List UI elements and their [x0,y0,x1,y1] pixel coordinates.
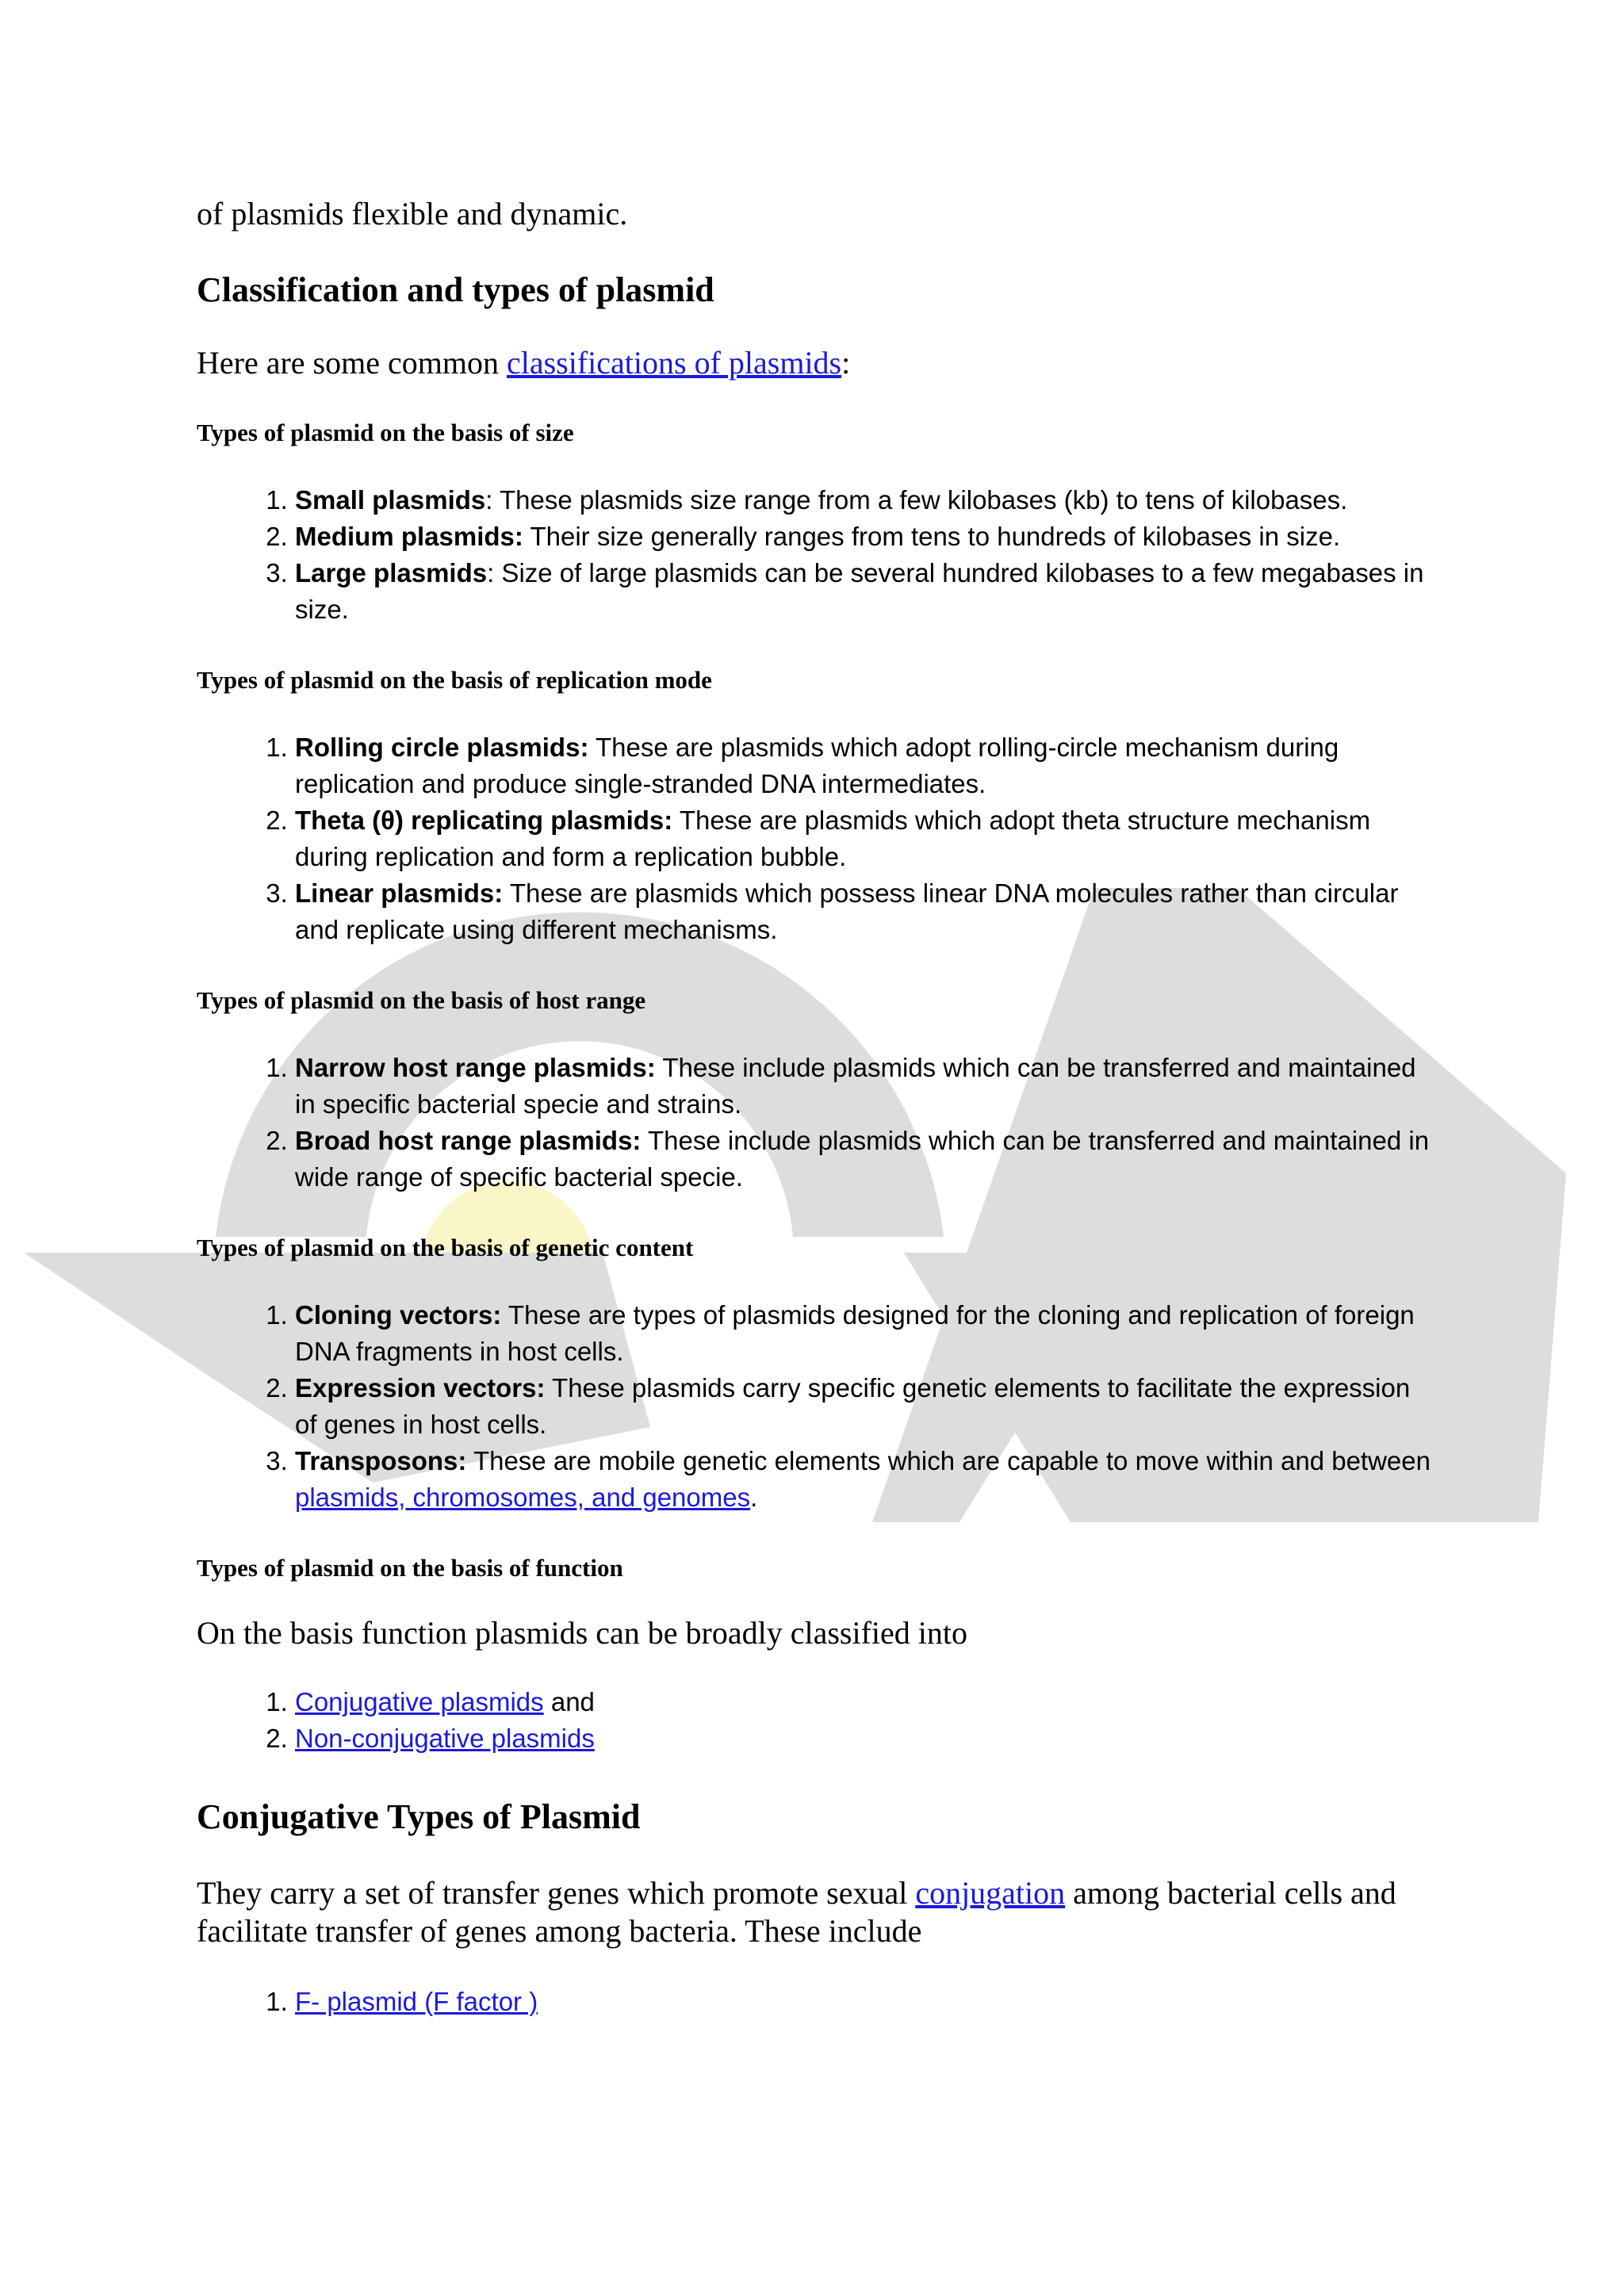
genetic-heading: Types of plasmid on the basis of genetic content [197,1234,694,1261]
non-conjugative-plasmids-link[interactable]: Non-conjugative plasmids [295,1724,595,1753]
f-plasmid-link[interactable]: F- plasmid (F factor ) [295,1987,538,2016]
host-heading: Types of plasmid on the basis of host range [197,986,646,1014]
size-list [197,482,1434,628]
list-item: 2. Broad host range plasmids: These include plasmids which can be transferred and maintained in wide range of specific bacterial specie. [295,1123,1434,1196]
list-item: 2. Expression vectors: These plasmids carry specific genetic elements to facilitate the expression of genes in host cells. [295,1370,1434,1443]
list-item: 2. Theta (θ) replicating plasmids: These are plasmids which adopt theta structure mechanism during replication and form a replication bubble. [295,802,1434,875]
list-item: 1. Conjugative plasmids and [295,1684,1434,1720]
list-item [295,1720,1434,1757]
conjugative-plasmids-link[interactable]: Conjugative plasmids [295,1687,544,1716]
function-list [197,1684,1434,1757]
lead-paragraph: Here are some common classifications of plasmids: [197,345,851,381]
classifications-link[interactable]: classifications of plasmids [506,345,842,381]
replication-list [197,729,1434,948]
host-list [197,1050,1434,1196]
list-item: 1. Cloning vectors: These are types of plasmids designed for the cloning and replication of foreign DNA fragments in host cells. [295,1297,1434,1370]
conjugative-heading: Conjugative Types of Plasmid [197,1797,641,1836]
list-item: 1. Rolling circle plasmids: These are plasmids which adopt rolling-circle mechanism during replication and produce single-stranded DNA intermediates. [295,729,1434,802]
document-body [197,195,1434,2020]
section-heading: Classification and types of plasmid [197,270,714,309]
replication-heading: Types of plasmid on the basis of replication mode [197,666,712,694]
list-item: 3. Large plasmids: Size of large plasmids can be several hundred kilobases to a few megabases in size. [295,555,1434,628]
list-item: 1. Narrow host range plasmids: These include plasmids which can be transferred and maintained in specific bacterial specie and strains. [295,1050,1434,1123]
list-item: 3. Transposons: These are mobile genetic elements which are capable to move within and between plasmids, chromosomes, and genomes. [295,1443,1434,1516]
conjugation-link[interactable]: conjugation [915,1875,1066,1911]
list-item [295,1984,1434,2020]
conjugative-paragraph: They carry a set of transfer genes which promote sexual conjugation among bacterial cells and facilitate transfer of genes among bacteria. These include [197,1875,1396,1949]
conjugative-list [197,1984,1434,2020]
function-heading: Types of plasmid on the basis of function [197,1554,623,1582]
list-item: 2. Medium plasmids: Their size generally ranges from tens to hundreds of kilobases in size. [295,519,1434,555]
genomes-link[interactable]: plasmids, chromosomes, and genomes [295,1483,751,1512]
size-heading: Types of plasmid on the basis of size [197,419,574,446]
intro-text: of plasmids flexible and dynamic. [197,196,628,232]
function-lead: On the basis function plasmids can be broadly classified into [197,1615,968,1651]
genetic-list [197,1297,1434,1516]
list-item: 1. Small plasmids: These plasmids size range from a few kilobases (kb) to tens of kilobases. [295,482,1434,519]
list-item: 3. Linear plasmids: These are plasmids which possess linear DNA molecules rather than circular and replicate using different mechanisms. [295,875,1434,948]
